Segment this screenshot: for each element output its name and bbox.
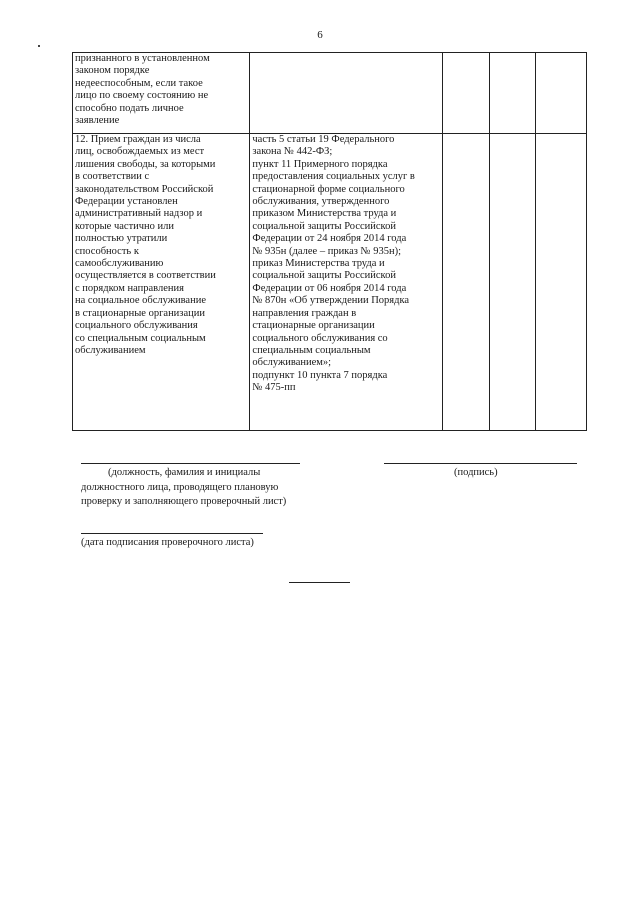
requirement-cell <box>73 134 250 431</box>
checklist-table <box>72 52 587 431</box>
page-number: 6 <box>317 29 323 41</box>
requirement-line: которые частично или <box>75 220 175 232</box>
legal-basis-line: закона № 442-ФЗ; <box>252 146 333 158</box>
answer-na-cell <box>536 53 587 134</box>
requirement-line: законом порядке <box>75 65 150 77</box>
table-row <box>73 134 587 431</box>
requirement-line: самообслуживанию <box>75 258 164 270</box>
signature-line <box>384 463 577 464</box>
requirement-line: со специальным социальным <box>75 332 206 344</box>
requirement-line: Федерации установлен <box>75 196 178 208</box>
requirement-line: административный надзор и <box>75 208 203 220</box>
legal-basis-cell <box>250 53 443 134</box>
requirement-line: лишения свободы, за которыми <box>75 158 216 170</box>
legal-basis-line: приказом Министерства труда и <box>252 208 397 220</box>
requirement-line: социального обслуживания <box>75 320 198 332</box>
requirement-line: полностью утратили <box>75 233 168 245</box>
legal-basis-line: № 870н «Об утверждении Порядка <box>252 295 410 307</box>
legal-basis-line: социального обслуживания со <box>252 332 388 344</box>
answer-na-cell <box>536 134 587 431</box>
end-of-document-rule <box>289 582 350 583</box>
position-caption-line3: проверку и заполняющего проверочный лист) <box>81 496 287 507</box>
legal-basis-line: стационарные организации <box>252 320 375 332</box>
legal-basis-cell <box>250 134 443 431</box>
legal-basis-line: специальным социальным <box>252 344 371 356</box>
requirement-cell <box>73 53 250 134</box>
legal-basis-line: социальной защиты Российской <box>252 270 396 282</box>
table-row <box>73 53 587 134</box>
requirement-line: способно подать личное <box>75 102 184 114</box>
date-line <box>81 533 263 534</box>
requirement-line: обслуживанием <box>75 344 146 356</box>
legal-basis-line: направления граждан в <box>252 307 357 319</box>
answer-no-cell <box>489 134 536 431</box>
requirement-line: с порядком направления <box>75 282 184 294</box>
legal-basis-line: приказ Министерства труда и <box>252 258 385 270</box>
requirement-line: осуществляется в соответствии <box>75 270 216 282</box>
legal-basis-line: социальной защиты Российской <box>252 220 396 232</box>
signature-caption: (подпись) <box>454 467 498 478</box>
legal-basis-line: обслуживанием»; <box>252 357 332 369</box>
legal-basis-line: часть 5 статьи 19 Федерального <box>252 134 395 145</box>
requirement-line: законодательством Российской <box>75 183 214 195</box>
scan-speck <box>38 45 40 47</box>
legal-basis-line: № 935н (далее – приказ № 935н); <box>252 245 401 257</box>
requirement-line: недееспособным, если такое <box>75 77 203 89</box>
legal-basis-line: пункт 11 Примерного порядка <box>252 158 388 170</box>
position-signature-line <box>81 463 300 464</box>
legal-basis-line: предоставления социальных услуг в <box>252 171 415 183</box>
position-caption: (должность, фамилия и инициалы <box>108 467 261 478</box>
legal-basis-line: стационарной форме социального <box>252 183 405 195</box>
requirement-line: в стационарные организации <box>75 307 205 319</box>
legal-basis-line: № 475-пп <box>252 382 296 394</box>
requirement-line: на социальное обслуживание <box>75 295 206 307</box>
requirement-line: способность к <box>75 245 139 257</box>
answer-no-cell <box>489 53 536 134</box>
requirement-line: лиц, освобождаемых из мест <box>75 146 205 158</box>
date-caption: (дата подписания проверочного листа) <box>81 537 254 548</box>
requirement-line: заявление <box>75 115 120 127</box>
requirement-line: 12. Прием граждан из числа <box>75 134 201 145</box>
requirement-line: лицо по своему состоянию не <box>75 90 209 102</box>
legal-basis-line: Федерации от 24 ноября 2014 года <box>252 233 407 245</box>
legal-basis-line: обслуживания, утвержденного <box>252 196 390 208</box>
answer-yes-cell <box>443 134 490 431</box>
answer-yes-cell <box>443 53 490 134</box>
requirement-line: в соответствии с <box>75 171 150 183</box>
legal-basis-line: Федерации от 06 ноября 2014 года <box>252 282 407 294</box>
legal-basis-line: подпункт 10 пункта 7 порядка <box>252 369 388 381</box>
position-caption-line2: должностного лица, проводящего плановую <box>81 482 279 493</box>
requirement-line: признанного в установленном <box>75 53 210 64</box>
